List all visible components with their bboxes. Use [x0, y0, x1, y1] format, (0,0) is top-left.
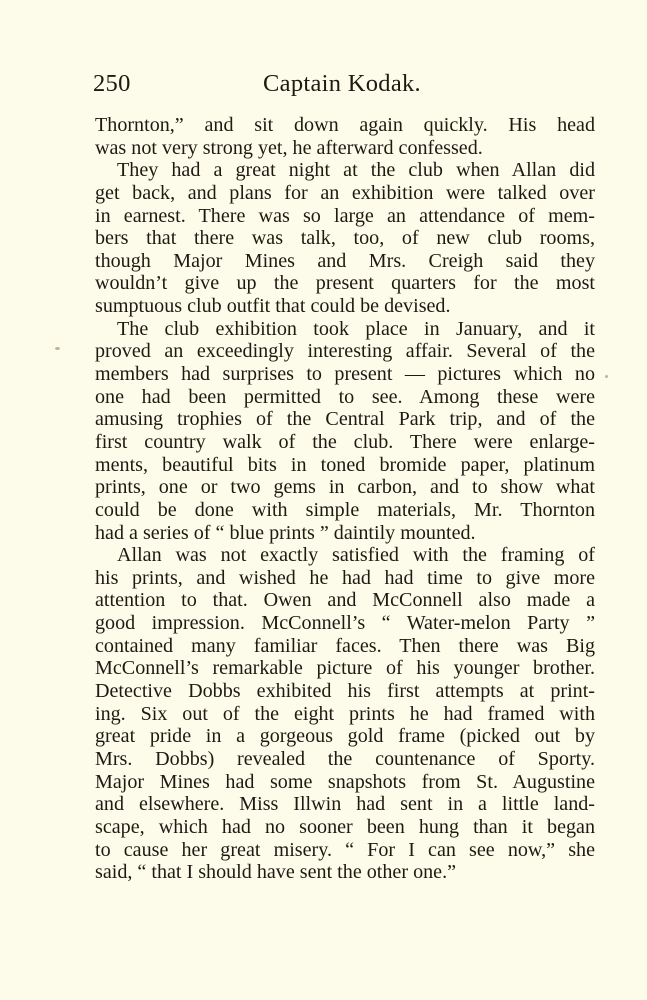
text-line: attention to that. Owen and McConnell also made a [95, 589, 595, 612]
text-line: said, “ that I should have sent the other one.” [95, 861, 457, 884]
text-line: to cause her great misery. “ For I can see now,” she [95, 838, 595, 861]
text-line: contained many familiar faces. Then there was Big [95, 634, 595, 657]
text-line: Major Mines had some snapshots from St. Augustine [95, 770, 595, 793]
text-line: sumptuous club outfit that could be devised. [95, 295, 451, 318]
text-line: had a series of “ blue prints ” daintily mounted. [95, 521, 476, 544]
text-line: was not very strong yet, he afterward confessed. [95, 136, 483, 159]
text-line: bers that there was talk, too, of new club rooms, [95, 227, 595, 250]
text-line: great pride in a gorgeous gold frame (picked out by [95, 725, 595, 748]
text-line: in earnest. There was so large an attendance of mem- [95, 204, 595, 227]
body-text [95, 114, 595, 884]
text-line: Mrs. Dobbs) revealed the countenance of Sporty. [95, 747, 595, 770]
text-line: wouldn’t give up the present quarters for the most [95, 272, 595, 295]
text-line: ments, beautiful bits in toned bromide paper, platinum [95, 453, 595, 476]
text-line: ing. Six out of the eight prints he had framed with [95, 702, 595, 725]
text-line: amusing trophies of the Central Park trip, and of the [95, 408, 595, 431]
text-line: his prints, and wished he had had time to give more [95, 566, 595, 589]
text-line: McConnell’s remarkable picture of his younger brother. [95, 657, 595, 680]
text-line: though Major Mines and Mrs. Creigh said they [95, 249, 595, 272]
text-line: Allan was not exactly satisfied with the framing of [117, 544, 595, 567]
page-number: 250 [93, 70, 131, 97]
text-line: first country walk of the club. There were enlarge- [95, 430, 595, 453]
text-line: one had been permitted to see. Among these were [95, 385, 595, 408]
text-line: proved an exceedingly interesting affair. Several of the [95, 340, 595, 363]
running-title: Captain Kodak. [263, 70, 421, 97]
page-header [93, 68, 593, 100]
text-line: could be done with simple materials, Mr. Thornton [95, 498, 595, 521]
text-line: scape, which had no sooner been hung than it began [95, 815, 595, 838]
text-line: get back, and plans for an exhibition were talked over [95, 181, 595, 204]
text-line: The club exhibition took place in January, and it [117, 317, 595, 340]
text-line: Thornton,” and sit down again quickly. His head [95, 114, 595, 136]
paper-speck [605, 375, 608, 378]
paper-speck [55, 347, 60, 350]
text-line: good impression. McConnell’s “ Water-melon Party ” [95, 612, 595, 635]
text-line: They had a great night at the club when Allan did [117, 159, 595, 182]
text-line: members had surprises to present — pictures which no [95, 363, 595, 386]
text-line: prints, one or two gems in carbon, and to show what [95, 476, 595, 499]
text-line: Detective Dobbs exhibited his first attempts at print- [95, 680, 595, 703]
text-line: and elsewhere. Miss Illwin had sent in a little land- [95, 793, 595, 816]
